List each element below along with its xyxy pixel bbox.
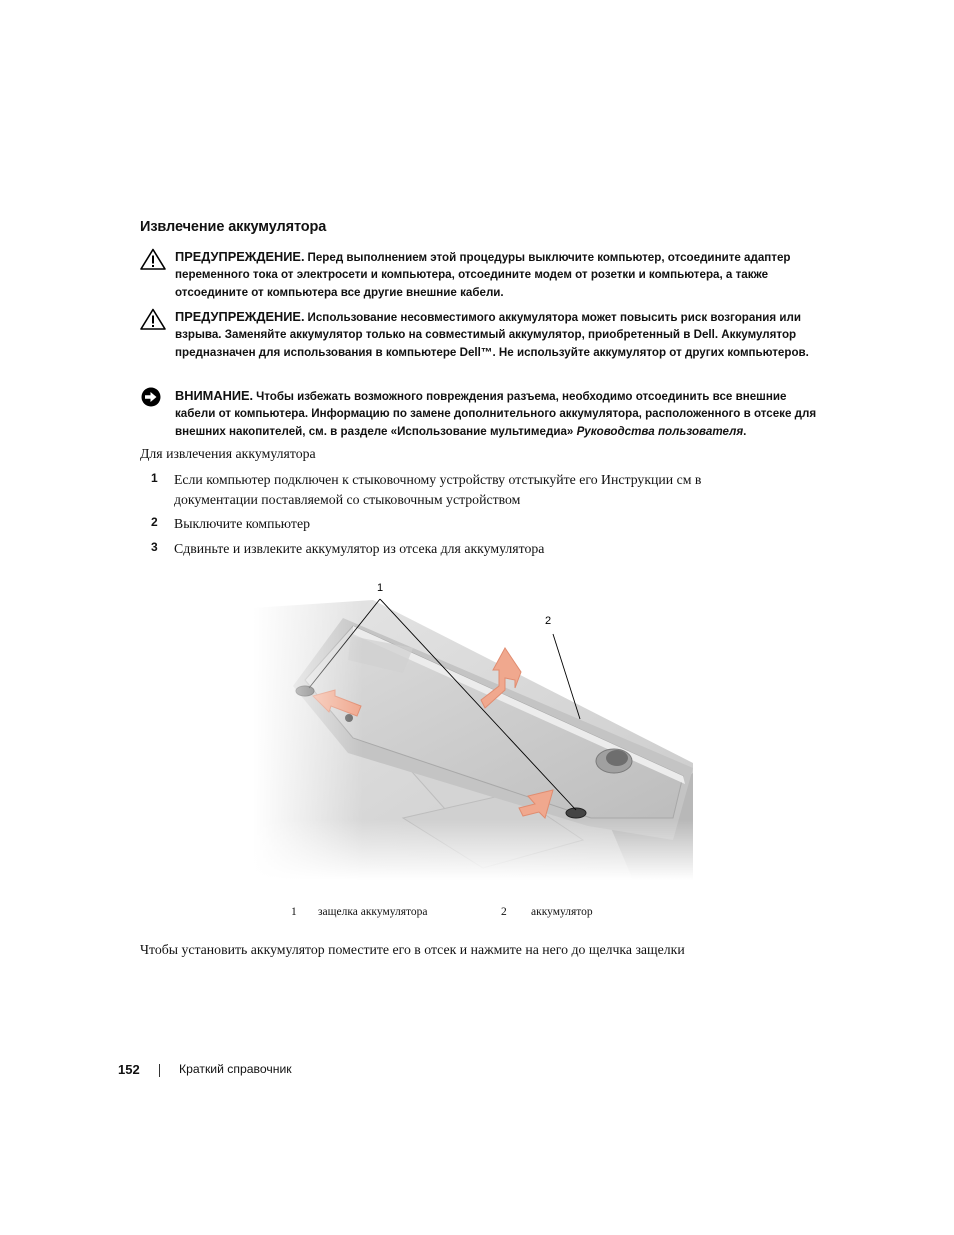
step-item [140, 539, 780, 559]
step-number: 1 [151, 471, 158, 485]
step-number: 3 [151, 540, 158, 554]
battery-removal-illustration [253, 578, 693, 880]
legend-number: 1 [291, 906, 297, 918]
notice-heading: ПРЕДУПРЕЖДЕНИЕ. [175, 309, 305, 324]
warning-notice [140, 248, 820, 304]
notice-text-end: . [743, 424, 747, 438]
notice-heading: ВНИМАНИЕ. [175, 388, 254, 403]
footer-separator [159, 1064, 160, 1077]
step-item [140, 470, 780, 510]
legend-label: защелка аккумулятора [318, 906, 428, 918]
warning-triangle-icon [140, 248, 166, 270]
notice-circle-arrow-icon [140, 387, 166, 409]
notice-text: Перед выполнением этой процедуры выключите компьютер, отсоедините адаптер переменного тока от электросети и компьютера, отсоедините модем от розетки и компьютера, а также отсоедините от компьютера все другие внешние кабели. [175, 251, 791, 299]
step-text: Выключите компьютер [174, 516, 310, 531]
legend-number: 2 [501, 906, 507, 918]
install-instruction: Чтобы установить аккумулятор поместите его в отсек и нажмите на него до щелчка защелки [140, 942, 685, 957]
notice-text-italic: Руководства пользователя [576, 424, 744, 438]
legend-label: аккумулятор [531, 906, 593, 918]
caution-notice [140, 387, 820, 441]
notice-text: Чтобы избежать возможного повреждения разъема, необходимо отсоединить все внешние кабели от компьютера. Информацию по замене дополнительного аккумулятора, расположенного в отсеке для внешних накопителей, см. в разделе «Использование мультимедиа» [175, 390, 817, 438]
notice-heading: ПРЕДУПРЕЖДЕНИЕ. [175, 249, 305, 264]
footer-title: Краткий справочник [179, 1062, 292, 1076]
step-text: Сдвиньте и извлеките аккумулятор из отсека для аккумулятора [174, 541, 545, 556]
warning-triangle-icon [140, 308, 166, 330]
warning-notice [140, 308, 820, 380]
section-title: Извлечение аккумулятора [140, 219, 327, 235]
step-number: 2 [151, 515, 158, 529]
procedure-intro: Для извлечения аккумулятора [140, 446, 316, 461]
step-item [140, 514, 780, 534]
step-text: Если компьютер подключен к стыковочному устройству отстыкуйте его Инструкции см в документации поставляемой со стыковочным устройством [174, 472, 702, 507]
notice-text: Использование несовместимого аккумулятора может повысить риск возгорания или взрыва. Заменяйте аккумулятор только на совместимый аккумулятор, приобретенный в Dell. Аккумулятор предназначен для использования в компьютере Dell™. Не используйте аккумулятор от других компьютеров. [175, 311, 809, 359]
page-number: 152 [118, 1062, 140, 1077]
